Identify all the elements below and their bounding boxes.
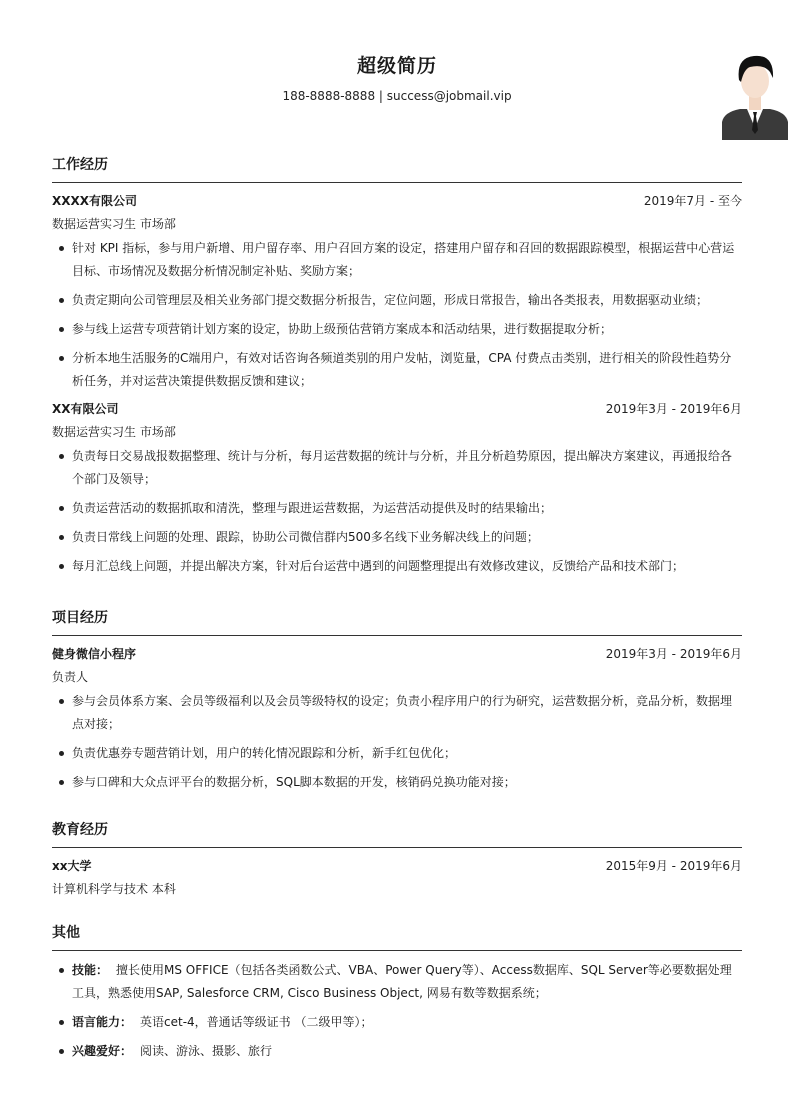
skills-item [52, 959, 742, 1005]
skills-label: 技能： [72, 963, 109, 977]
bullet-item: 参与会员体系方案、会员等级福利以及会员等级特权的设定；负责小程序用户的行为研究，运营数据分析，竞品分析，数据埋点对接； [52, 690, 742, 736]
bullet-item: 参与口碑和大众点评平台的数据分析，SQL脚本数据的开发，核销码兑换功能对接； [52, 771, 742, 794]
company-name: XX有限公司 [52, 402, 119, 416]
avatar-photo [720, 50, 790, 140]
work-entry-1-header [52, 191, 742, 211]
bullet-item: 每月汇总线上问题，并提出解决方案，针对后台运营中遇到的问题整理提出有效修改建议，反馈给产品和技术部门； [52, 555, 742, 578]
project-section-title: 项目经历 [52, 608, 742, 636]
education-section-title: 教育经历 [52, 820, 742, 848]
language-value: 英语cet-4，普通话等级证书 （二级甲等）； [140, 1015, 373, 1029]
language-label: 语言能力： [72, 1015, 133, 1029]
bullet-item: 针对 KPI 指标，参与用户新增、用户留存率、用户召回方案的设定，搭建用户留存和召回的数据跟踪模型，根据运营中心营运目标、市场情况及数据分析情况制定补贴、奖励方案； [52, 237, 742, 283]
hobbies-label: 兴趣爱好： [72, 1044, 133, 1058]
project-entry-header [52, 644, 742, 664]
school-name: xx大学 [52, 859, 92, 873]
job-role: 数据运营实习生 市场部 [52, 217, 176, 231]
bullet-item: 负责每日交易战报数据整理、统计与分析，每月运营数据的统计与分析，并且分析趋势原因，提出解决方案建议，再通报给各个部门及领导； [52, 445, 742, 491]
hobbies-item [52, 1040, 742, 1063]
work-entry-2-header [52, 399, 742, 419]
bullet-item: 分析本地生活服务的C端用户，有效对话咨询各频道类别的用户发帖，浏览量，CPA 付费点击类别，进行相关的阶段性趋势分析任务，并对运营决策提供数据反馈和建议； [52, 347, 742, 393]
work-entry-1-bullets [52, 237, 742, 393]
major-degree: 计算机科学与技术 本科 [52, 882, 176, 896]
project-role: 负责人 [52, 670, 89, 684]
bullet-item: 负责日常线上问题的处理、跟踪，协助公司微信群内500多名线下业务解决线上的问题； [52, 526, 742, 549]
project-section [52, 608, 742, 800]
other-section [52, 923, 742, 1069]
work-section-title: 工作经历 [52, 155, 742, 183]
work-entry-2-bullets [52, 445, 742, 578]
job-role: 数据运营实习生 市场部 [52, 425, 176, 439]
project-bullets [52, 690, 742, 794]
contact-info: 188-8888-8888 | success@jobmail.vip [282, 89, 512, 103]
resume-header [52, 52, 742, 104]
candidate-name: 超级简历 [356, 55, 437, 77]
skills-value: 擅长使用MS OFFICE（包括各类函数公式、VBA、Power Query等）、Access数据库、SQL Server等必要数据处理工具，熟悉使用SAP, Salesforce CRM, Cisco Business Object, 网易有数等数据系统； [72, 963, 732, 1000]
date-range: 2019年3月 - 2019年6月 [605, 402, 742, 416]
company-name: XXXX有限公司 [52, 194, 138, 208]
language-item [52, 1011, 742, 1034]
education-section [52, 820, 742, 902]
date-range: 2019年7月 - 至今 [643, 194, 742, 208]
bullet-item: 负责定期向公司管理层及相关业务部门提交数据分析报告，定位问题，形成日常报告，输出各类报表，用数据驱动业绩； [52, 289, 742, 312]
date-range: 2015年9月 - 2019年6月 [605, 859, 742, 873]
date-range: 2019年3月 - 2019年6月 [605, 647, 742, 661]
bullet-item: 负责优惠券专题营销计划，用户的转化情况跟踪和分析，新手红包优化； [52, 742, 742, 765]
hobbies-value: 阅读、游泳、摄影、旅行 [140, 1044, 273, 1058]
project-name: 健身微信小程序 [52, 647, 137, 661]
other-items [52, 959, 742, 1063]
education-entry-header [52, 856, 742, 876]
bullet-item: 参与线上运营专项营销计划方案的设定，协助上级预估营销方案成本和活动结果，进行数据提取分析； [52, 318, 742, 341]
bullet-item: 负责运营活动的数据抓取和清洗，整理与跟进运营数据，为运营活动提供及时的结果输出； [52, 497, 742, 520]
other-section-title: 其他 [52, 923, 742, 951]
work-section [52, 155, 742, 584]
